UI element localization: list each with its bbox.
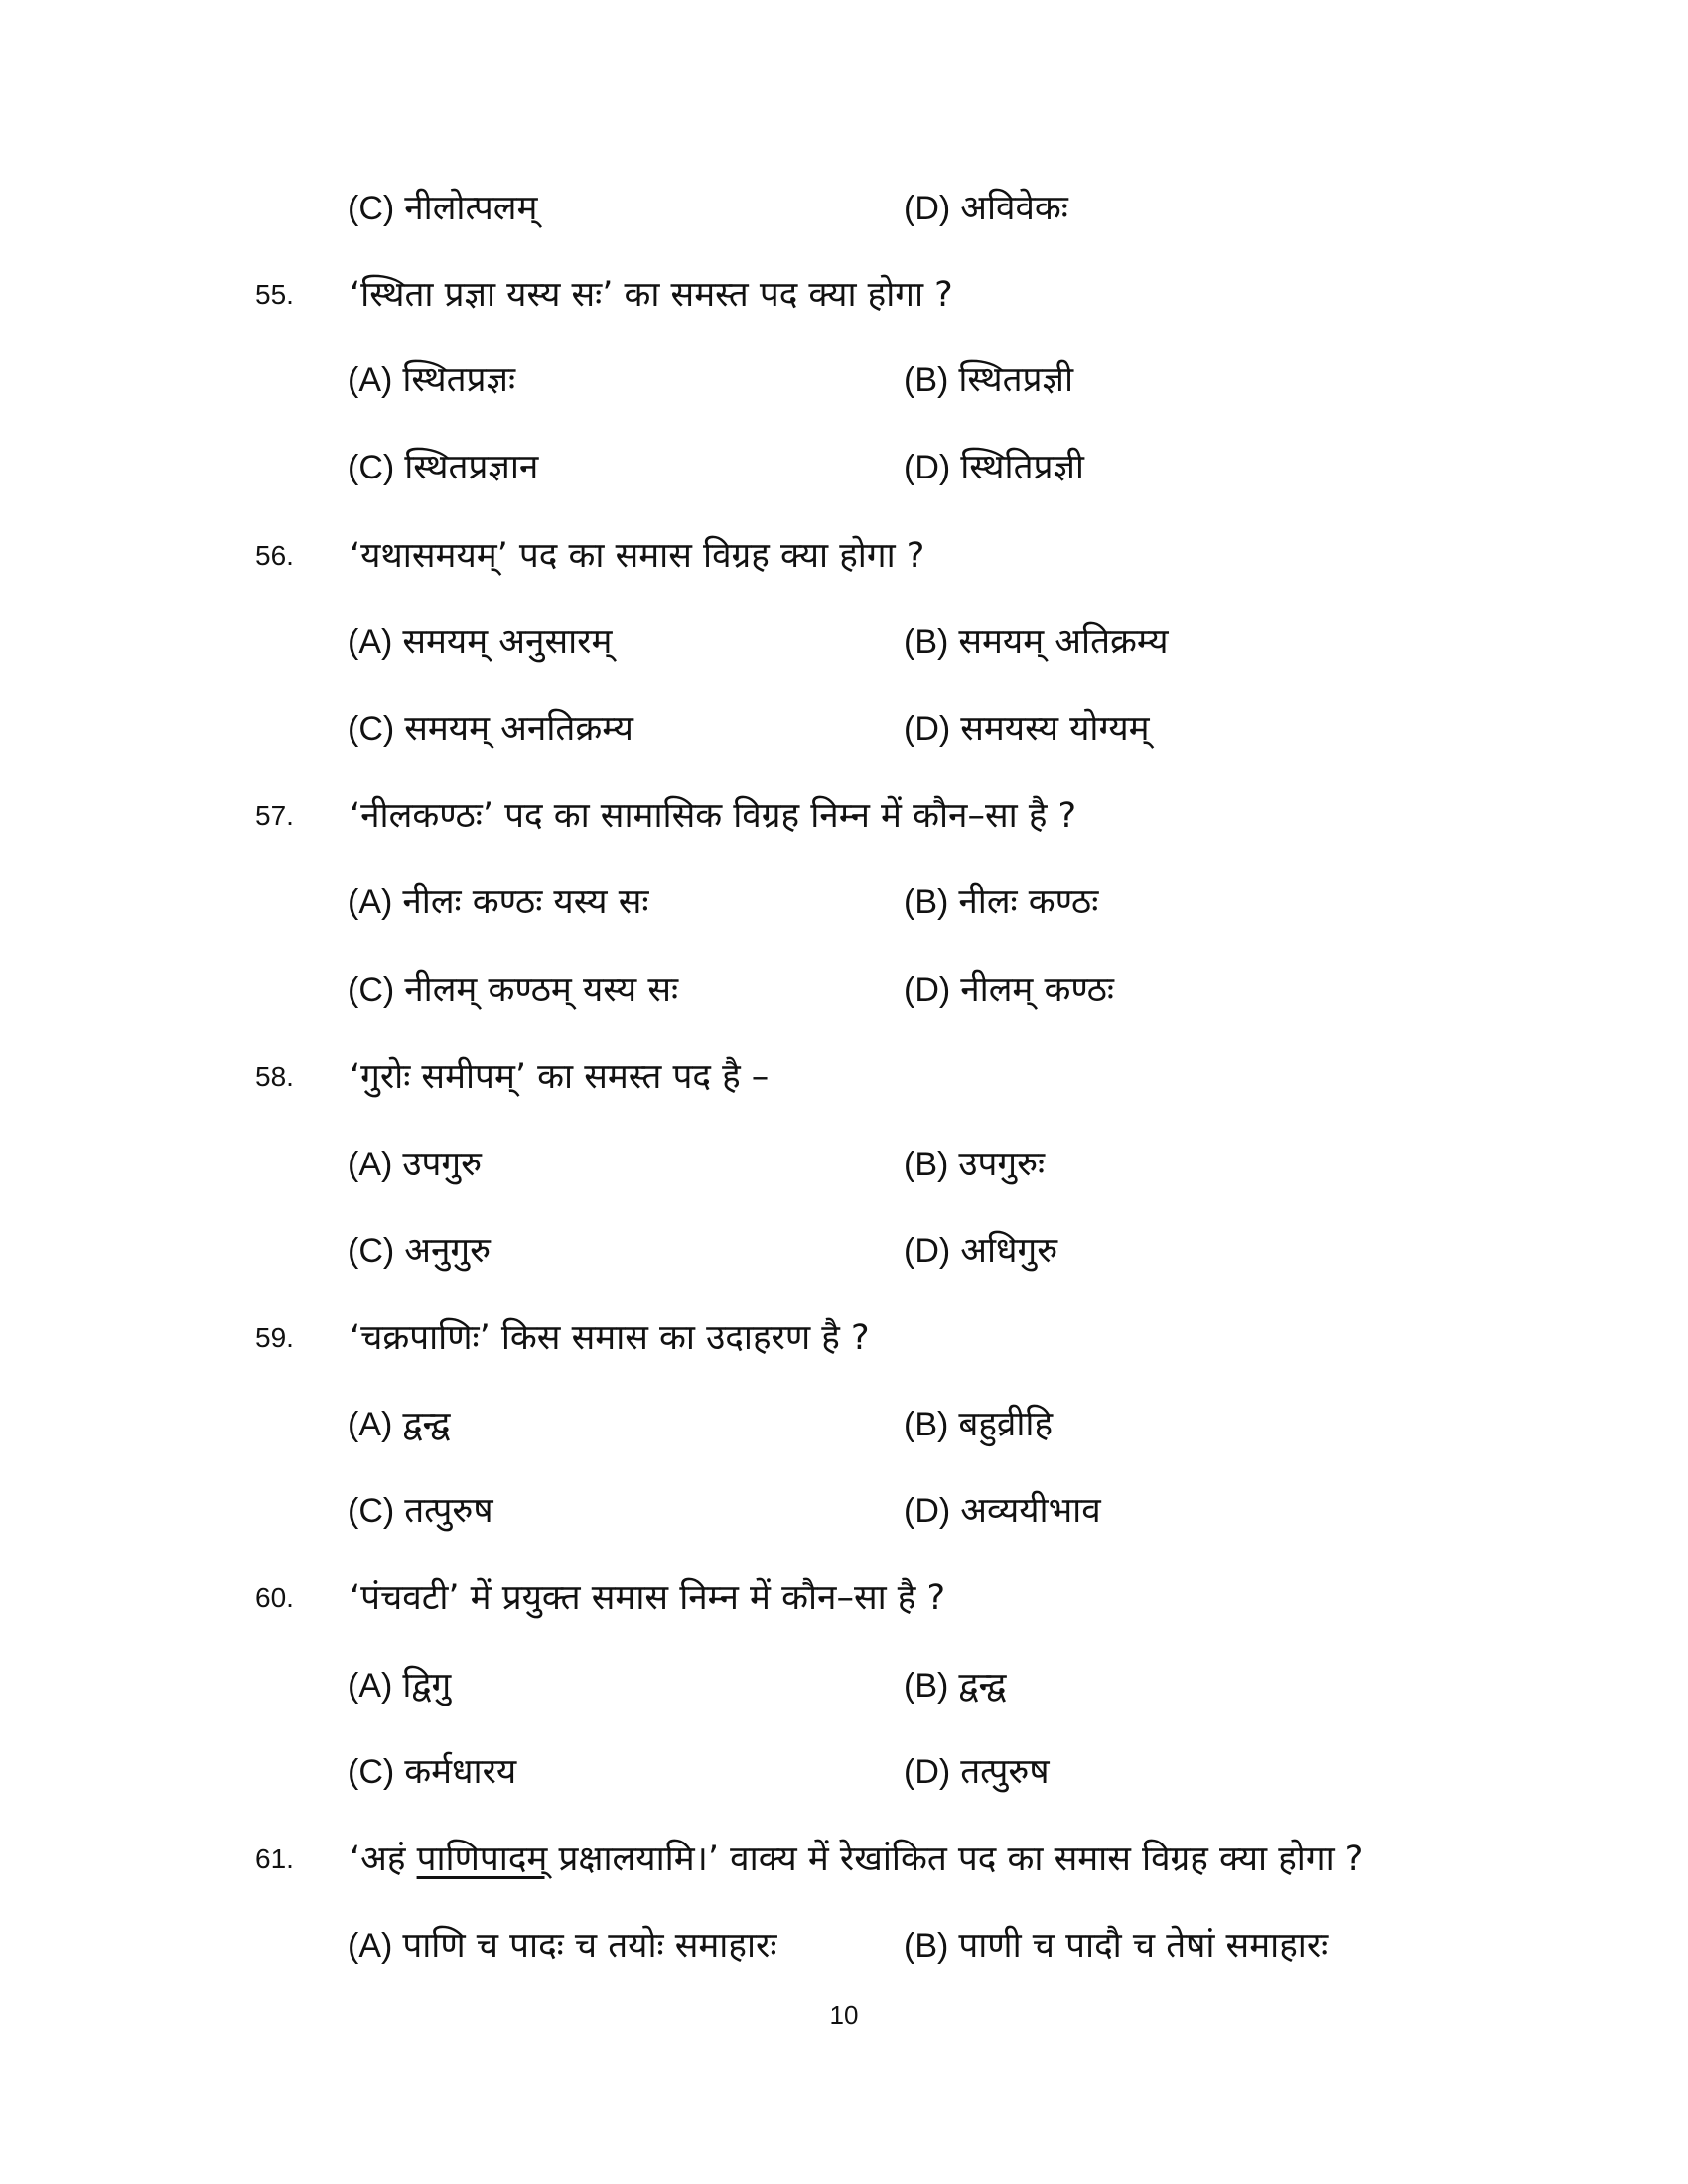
- option-text: अव्ययीभाव: [960, 1491, 1101, 1531]
- q58-options-row-cd: [0, 1221, 1688, 1281]
- option-label: (B): [904, 623, 949, 661]
- q56-option-a: [348, 613, 612, 672]
- option-label: (D): [904, 971, 951, 1009]
- q56-option-b: [904, 613, 1169, 672]
- question-60: [0, 1569, 1688, 1628]
- question-number: 55.: [255, 279, 294, 310]
- option-label: (C): [348, 971, 395, 1009]
- option-label: (C): [348, 190, 395, 227]
- q57-options-row-cd: [0, 960, 1688, 1020]
- option-label: (C): [348, 449, 395, 486]
- question-text: ‘स्थिता प्रज्ञा यस्य सः’ का समस्त पद क्या होगा ?: [350, 275, 953, 315]
- option-label: (D): [904, 1232, 951, 1270]
- option-text: समयम् अनुसारम्: [402, 622, 613, 662]
- option-text: कर्मधारय: [404, 1752, 517, 1792]
- question-text: ‘पंचवटी’ में प्रयुक्त समास निम्न में कौन–सा है ?: [350, 1578, 946, 1618]
- q58-option-c: [348, 1221, 491, 1281]
- q59-option-c: [348, 1481, 493, 1541]
- q59-option-a: [348, 1395, 450, 1454]
- option-text: तत्पुरुष: [404, 1491, 493, 1531]
- option-text: नीलम् कण्ठः: [960, 970, 1115, 1010]
- q59-option-d: [904, 1481, 1101, 1541]
- option-text: नीलोत्पलम्: [404, 189, 538, 228]
- q59-options-row-ab: [0, 1395, 1688, 1454]
- option-text: द्वन्द्व: [958, 1666, 1007, 1706]
- option-label: (C): [348, 1232, 395, 1270]
- option-text: स्थितप्रज्ञी: [958, 360, 1074, 400]
- option-label: (A): [348, 884, 393, 921]
- q60-option-a: [348, 1656, 451, 1715]
- option-text: नीलम् कण्ठम् यस्य सः: [404, 970, 679, 1010]
- option-text: अनुगुरु: [404, 1231, 492, 1271]
- option-label: (B): [904, 1406, 949, 1443]
- question-number: 59.: [255, 1322, 294, 1353]
- option-text: द्विगु: [402, 1666, 452, 1706]
- option-text: अधिगुरु: [960, 1231, 1058, 1271]
- q55-options-row-cd: [0, 438, 1688, 497]
- option-text: तत्पुरुष: [960, 1752, 1050, 1792]
- option-text: उपगुरु: [402, 1145, 483, 1184]
- question-text-after: प्रक्षालयामि।’ वाक्य में रेखांकित पद का समास विग्रह क्या होगा ?: [547, 1840, 1364, 1879]
- option-text: समयम् अतिक्रम्य: [958, 622, 1169, 662]
- option-label: (D): [904, 1753, 951, 1791]
- question-number: 58.: [255, 1061, 294, 1092]
- option-label: (C): [348, 710, 395, 748]
- q54-options-row-cd: [0, 179, 1688, 238]
- q59-options-row-cd: [0, 1481, 1688, 1541]
- option-label: (D): [904, 190, 951, 227]
- option-label: (D): [904, 710, 951, 748]
- option-text: समयम् अनतिक्रम्य: [404, 709, 633, 749]
- option-text: स्थितप्रज्ञः: [402, 360, 516, 400]
- question-text: ‘गुरोः समीपम्’ का समस्त पद है –: [350, 1057, 770, 1097]
- question-55: [0, 265, 1688, 325]
- option-label: (A): [348, 1146, 393, 1183]
- option-label: (C): [348, 1753, 395, 1791]
- question-text: [350, 1830, 1363, 1889]
- option-label: (A): [348, 623, 393, 661]
- option-text: समयस्य योग्यम्: [960, 709, 1150, 749]
- option-label: (B): [904, 884, 949, 921]
- q55-option-a: [348, 350, 515, 410]
- q60-option-b: [904, 1656, 1006, 1715]
- question-number: 60.: [255, 1582, 294, 1613]
- option-label: (D): [904, 1492, 951, 1530]
- q56-option-d: [904, 699, 1150, 758]
- option-text: पाणि च पादः च तयोः समाहारः: [402, 1926, 777, 1966]
- option-text: स्थितिप्रज्ञी: [960, 448, 1084, 487]
- q58-options-row-ab: [0, 1135, 1688, 1194]
- option-text: स्थितप्रज्ञान: [404, 448, 539, 487]
- option-label: (B): [904, 1927, 949, 1965]
- q54-option-c: [348, 179, 537, 238]
- page-number: 10: [829, 2000, 859, 2030]
- option-label: (D): [904, 449, 951, 486]
- question-text: ‘नीलकण्ठः’ पद का सामासिक विग्रह निम्न में कौन–सा है ?: [350, 796, 1077, 836]
- option-label: (A): [348, 361, 393, 399]
- q58-option-a: [348, 1135, 482, 1194]
- q57-option-a: [348, 873, 648, 932]
- option-text: अविवेकः: [960, 189, 1068, 228]
- question-text-before: ‘अहं: [350, 1840, 417, 1879]
- option-label: (A): [348, 1667, 393, 1705]
- q55-option-b: [904, 350, 1073, 410]
- question-text: ‘चक्रपाणिः’ किस समास का उदाहरण है ?: [350, 1318, 870, 1358]
- option-text: बहुव्रीहि: [958, 1405, 1054, 1444]
- q56-options-row-cd: [0, 699, 1688, 758]
- q61-option-b: [904, 1916, 1328, 1976]
- q55-options-row-ab: [0, 350, 1688, 410]
- option-text: नीलः कण्ठः: [958, 883, 1099, 922]
- question-57: [0, 786, 1688, 846]
- q61-option-a: [348, 1916, 776, 1976]
- question-number: 57.: [255, 800, 294, 831]
- option-label: (B): [904, 1146, 949, 1183]
- q58-option-d: [904, 1221, 1057, 1281]
- q55-option-c: [348, 438, 538, 497]
- q61-options-row-ab: [0, 1916, 1688, 1976]
- option-text: पाणी च पादौ च तेषां समाहारः: [958, 1926, 1329, 1966]
- q57-option-d: [904, 960, 1114, 1020]
- option-text: द्वन्द्व: [402, 1405, 451, 1444]
- option-text: उपगुरुः: [958, 1145, 1046, 1184]
- question-text: ‘यथासमयम्’ पद का समास विग्रह क्या होगा ?: [350, 536, 925, 576]
- option-label: (A): [348, 1927, 393, 1965]
- q56-option-c: [348, 699, 633, 758]
- q60-options-row-cd: [0, 1742, 1688, 1802]
- q55-option-d: [904, 438, 1084, 497]
- q57-option-b: [904, 873, 1098, 932]
- underlined-term: पाणिपादम्: [416, 1840, 548, 1879]
- option-label: (C): [348, 1492, 395, 1530]
- q56-options-row-ab: [0, 613, 1688, 672]
- question-56: [0, 526, 1688, 586]
- option-text: नीलः कण्ठः यस्य सः: [402, 883, 649, 922]
- option-label: (B): [904, 1667, 949, 1705]
- q60-option-d: [904, 1742, 1050, 1802]
- question-59: [0, 1308, 1688, 1368]
- option-label: (A): [348, 1406, 393, 1443]
- q57-options-row-ab: [0, 873, 1688, 932]
- question-number: 61.: [255, 1843, 294, 1874]
- option-label: (B): [904, 361, 949, 399]
- q60-option-c: [348, 1742, 516, 1802]
- question-number: 56.: [255, 540, 294, 571]
- q60-options-row-ab: [0, 1656, 1688, 1715]
- question-61: [0, 1830, 1688, 1889]
- q57-option-c: [348, 960, 678, 1020]
- q54-option-d: [904, 179, 1068, 238]
- q58-option-b: [904, 1135, 1045, 1194]
- question-58: [0, 1047, 1688, 1107]
- q59-option-b: [904, 1395, 1053, 1454]
